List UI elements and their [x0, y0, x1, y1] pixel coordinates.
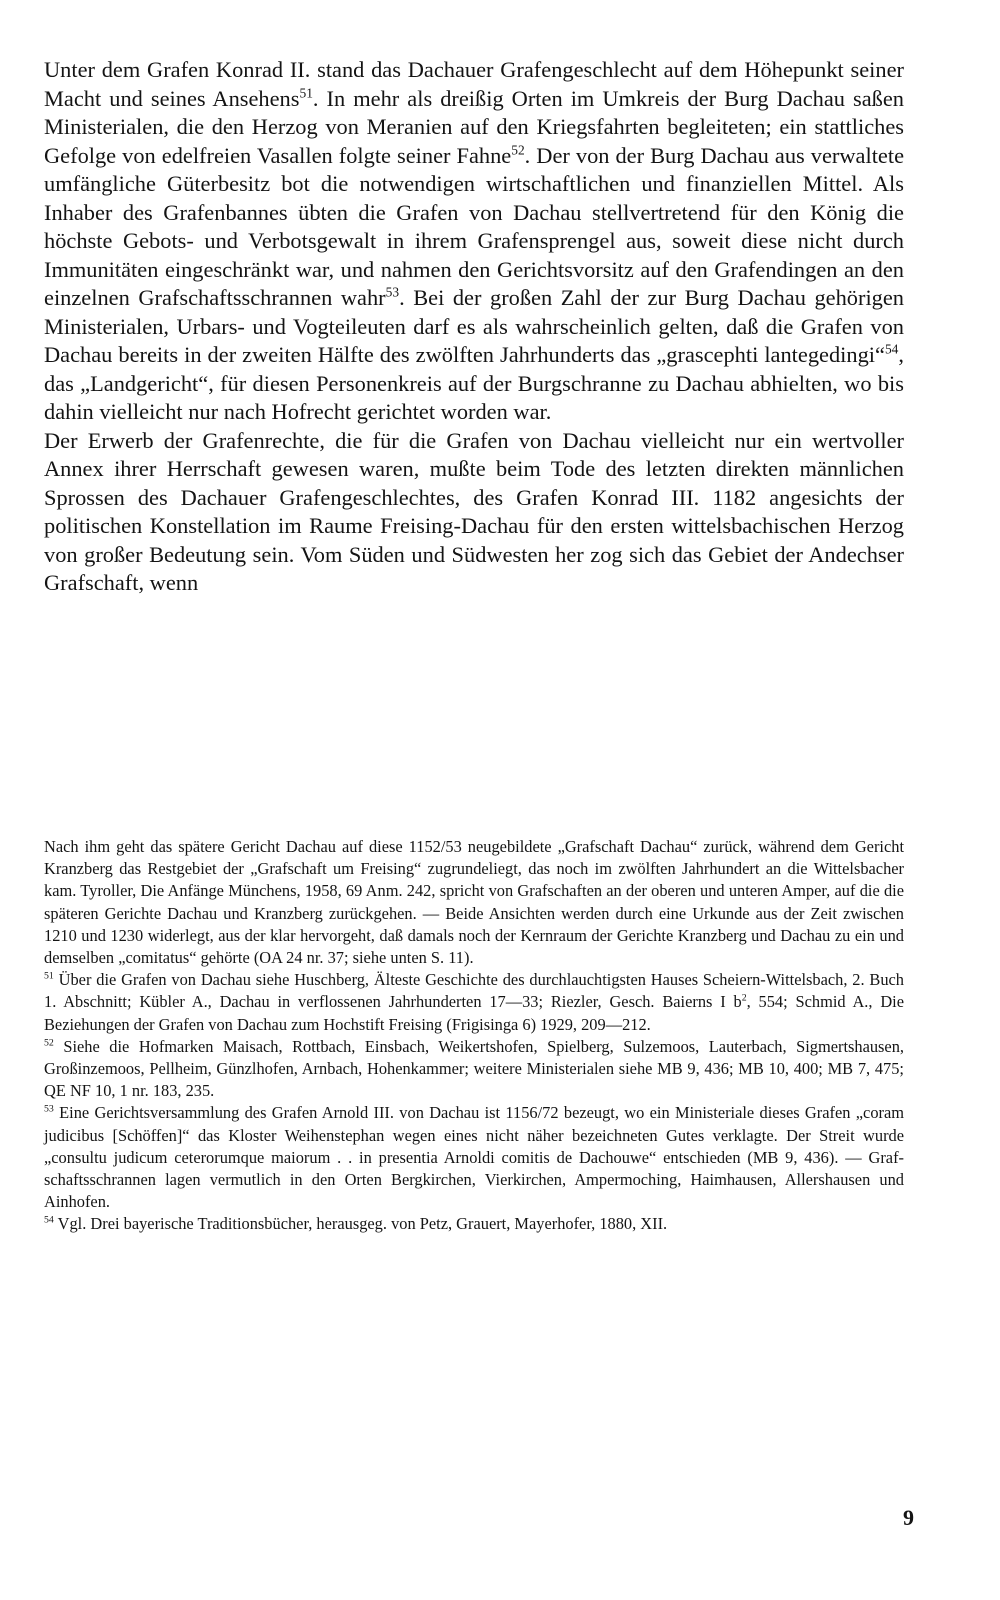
footnote-ref: 54: [44, 1214, 54, 1226]
text-run: Nach ihm geht das spätere Gericht Dachau auf diese 1152/53 neugebildete „Grafschaft Dachau“ zurück, während dem Gericht Kranzberg das Restgebiet der „Grafschaft um Freising“ zugrundeliegt, das noch im zwölften Jahrhundert an die Wittelsbacher kam. Tyroller, Die Anfänge Münchens, 1958, 69 Anm. 242, spricht von Grafschaften an der oberen und unteren Amper, auf die die späteren Gerichte Dachau und Kranzberg zurückgehen. — Beide Ansichten werden durch eine Urkunde aus der Zeit zwischen 1210 und 1230 widerlegt, aus der klar hervorgeht, daß damals noch der Kernraum der Gerichte Kranzberg und Dachau zu ein und demselben „comitatus“ gehörte (OA 24 nr. 37; siehe unten S. 11).: [44, 837, 904, 968]
footnote-ref: 53: [385, 284, 400, 300]
main-paragraph: [44, 56, 904, 427]
text-run: . Der von der Burg Dachau aus verwaltete umfängliche Güterbesitz bot die notwendigen wirtschaftlichen und finanziellen Mittel. Als Inhaber des Grafenbannes übten die Grafen von Dachau stellvertretend für den König die höchste Gebots- und Verbotsgewalt in ihrem Grafensprengel aus, soweit diese nicht durch Immunitäten eingeschränkt war, und nahmen den Gerichtsvorsitz auf den Grafendingen an den einzelnen Grafschaftsschrannen wahr: [44, 142, 905, 310]
text-run: Siehe die Hofmarken Maisach, Rottbach, Einsbach, Weikertshofen, Spielberg, Sulzemoos, Lauterbach, Sigmertshausen, Großinzemoos, Pellheim, Günzlhofen, Arnbach, Hohenkammer; weitere Ministerialen siehe MB 9, 436; MB 10, 400; MB 7, 475; QE NF 10, 1 nr. 183, 235.: [44, 1036, 904, 1101]
text-run: Vgl. Drei bayerische Traditionsbücher, herausgeg. von Petz, Grauert, Mayerhofer, 1880, XII.: [53, 1214, 668, 1234]
text-run: . In mehr als dreißig Orten im Umkreis der Burg Dachau saßen Ministerialen, die den Herzog von Meranien auf den Kriegsfahrten begleiteten; ein stattliches Gefolge von edelfreien Vasallen folgte seiner Fahne: [44, 85, 905, 168]
footnote: [44, 1102, 904, 1213]
text-run: Eine Gerichtsversammlung des Grafen Arnold III. von Dachau ist 1156/72 bezeugt, wo ein Ministeriale dieses Grafen „coram judicibus [Schöffen]“ das Kloster Weihenstephan wegen eines nicht näher bezeichneten Gutes verklagte. Der Streit wurde „consultu judicum ceterorumque maiorum . . in presentia Arnoldi comitis de Dachouwe“ entschieden (MB 9, 436). — Grafschaftsschrannen lagen vermutlich in den Orten Bergkirchen, Vierkirchen, Ampermoching, Haimhausen, Allershausen und Ainhofen.: [44, 1103, 904, 1212]
text-run: , 554; Schmid A., Die Beziehungen der Grafen von Dachau zum Hochstift Freising (Frigisinga 6) 1929, 209—212.: [44, 992, 904, 1034]
footnote: [44, 969, 904, 1036]
footnote-ref: 53: [44, 1103, 54, 1115]
footnote-ref: 52: [511, 142, 525, 158]
text-run: Über die Grafen von Dachau siehe Huschberg, Älteste Geschichte des durchlauchtigsten Hauses Scheiern-Wittelsbach, 2. Buch 1. Abschnitt; Kübler A., Dachau in verflossenen Jahrhunderten 17—33; Riezler, Gesch. Baierns I b: [44, 970, 904, 1012]
footnote-ref: 51: [299, 85, 313, 101]
footnote-ref: 51: [44, 970, 54, 982]
text-run: Der Erwerb der Grafenrechte, die für die Grafen von Dachau vielleicht nur ein wertvoller Annex ihrer Herrschaft gewesen waren, mußte beim Tode des letzten direkten männlichen Sprossen des Dachauer Grafengeschlechtes, des Grafen Konrad III. 1182 angesichts der politischen Konstellation im Raume Freising-Dachau für den ersten wittelsbachischen Herzog von großer Bedeutung sein. Vom Süden und Südwesten her zog sich das Gebiet der Andechser Grafschaft, wenn: [44, 427, 904, 595]
footnote: [44, 836, 904, 969]
main-paragraph: [44, 427, 904, 598]
footnote-ref: 54: [884, 341, 899, 357]
footnote-ref: 52: [44, 1037, 54, 1049]
footnotes: [44, 836, 904, 1236]
superscript: 2: [741, 992, 747, 1004]
footnote: [44, 1213, 904, 1235]
page-number: 9: [903, 1505, 914, 1530]
text-run: , das „Landgericht“, für diesen Personenkreis auf der Burgschranne zu Dachau abhielten, wo bis dahin vielleicht nur nach Hofrecht gerichtet worden war.: [44, 342, 904, 424]
main-text: [44, 56, 904, 598]
footnote: [44, 1036, 904, 1103]
text-run: Unter dem Grafen Konrad II. stand das Dachauer Grafengeschlecht auf dem Höhepunkt seiner Macht und seines Ansehens: [44, 57, 904, 111]
text-run: . Bei der großen Zahl der zur Burg Dachau gehörigen Ministerialen, Urbars- und Vogteileuten darf es als wahrscheinlich gelten, daß die Grafen von Dachau bereits in der zweiten Hälfte des zwölften Jahrhunderts das „grascephti lantegedingi“: [44, 285, 905, 367]
